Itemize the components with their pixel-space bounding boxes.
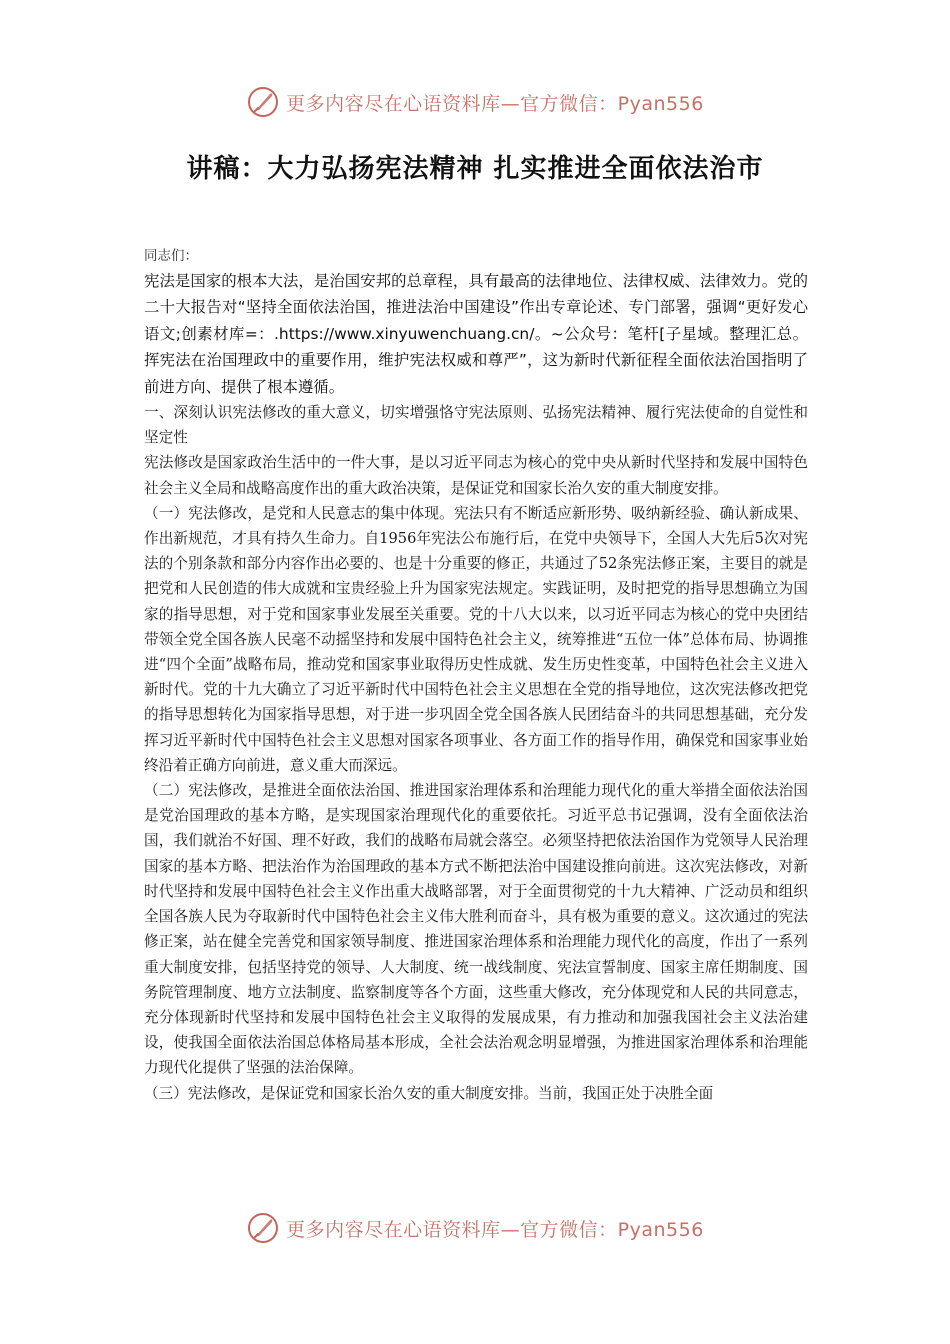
body-paragraph: （二）宪法修改，是推进全面依法治国、推进国家治理体系和治理能力现代化的重大举措全面依法治国是党治国理政的基本方略，是实现国家治理现代化的重要依托。习近平总书记强调，没有全面依法治国，我们就治不好国、理不好政，我们的战略布局就会落空。必须坚持把依法治国作为党领导人民治理国家的基本方略、把法治作为治国理政的基本方式不断把法治中国建设推向前进。这次宪法修改，对新时代坚持和发展中国特色社会主义作出重大战略部署，对于全面贯彻党的十九大精神、广泛动员和组织全国各族人民为夺取新时代中国特色社会主义伟大胜利而奋斗，具有极为重要的意义。这次通过的宪法修正案，站在健全完善党和国家领导制度、推进国家治理体系和治理能力现代化的高度，作出了一系列重大制度安排，包括坚持党的领导、人大制度、统一战线制度、宪法宣誓制度、国家主席任期制度、国务院管理制度、地方立法制度、监察制度等各个方面，这些重大修改，充分体现党和人民的共同意志，充分体现新时代坚持和发展中国特色社会主义取得的发展成果，有力推动和加强我国社会主义法治建设，使我国全面依法治国总体格局基本形成，全社会法治观念明显增强，为推进国家治理体系和治理能力现代化提供了坚强的法治保障。: [144, 782, 808, 1077]
salutation: 同志们：: [144, 248, 198, 264]
section-heading-1: 一、深刻认识宪法修改的重大意义，切实增强恪守宪法原则、弘扬宪法精神、履行宪法使命的自觉性和坚定性: [144, 404, 808, 447]
watermark-text: 更多内容尽在心语资料库—官方微信：Pyan556: [286, 1218, 704, 1241]
quill-logo-icon: [246, 85, 280, 119]
quill-logo-icon: [246, 1211, 280, 1245]
document-body: [144, 246, 808, 1106]
header-watermark-banner: [0, 82, 950, 122]
intro-paragraph: 宪法是国家的根本大法，是治国安邦的总章程，具有最高的法律地位、法律权威、法律效力。党的二十大报告对“坚持全面依法治国，推进法治中国建设”作出专章论述、专门部署，强调“更好发心语文;创素材库=：.https://www.xinyuwenchuang.cn/。~公众号：笔杆[子星域。整理汇总。挥宪法在治国理政中的重要作用，维护宪法权威和尊严”，这为新时代新征程全面依法治国指明了前进方向、提供了根本遵循。: [144, 272, 808, 396]
body-paragraph: 宪法修改是国家政治生活中的一件大事，是以习近平同志为核心的党中央从新时代坚持和发展中国特色社会主义全局和战略高度作出的重大政治决策，是保证党和国家长治久安的重大制度安排。: [144, 454, 808, 497]
body-paragraph: （三）宪法修改，是保证党和国家长治久安的重大制度安排。当前，我国正处于决胜全面: [144, 1084, 714, 1102]
watermark-text: 更多内容尽在心语资料库—官方微信：Pyan556: [286, 92, 704, 115]
footer-watermark-banner: [0, 1208, 950, 1248]
document-title: 讲稿：大力弘扬宪法精神 扎实推进全面依法治市: [186, 154, 764, 184]
body-paragraph: （一）宪法修改，是党和人民意志的集中体现。宪法只有不断适应新形势、吸纳新经验、确认新成果、作出新规范，才具有持久生命力。自1956年宪法公布施行后，在党中央领导下，全国人大先后5次对宪法的个别条款和部分内容作出必要的、也是十分重要的修正，共通过了52条宪法修正案，主要目的就是把党和人民创造的伟大成就和宝贵经验上升为国家宪法规定。实践证明，及时把党的指导思想确立为国家的指导思想，对于党和国家事业发展至关重要。党的十八大以来，以习近平同志为核心的党中央团结带领全党全国各族人民毫不动摇坚持和发展中国特色社会主义，统筹推进“五位一体”总体布局、协调推进“四个全面”战略布局，推动党和国家事业取得历史性成就、发生历史性变革，中国特色社会主义进入新时代。党的十九大确立了习近平新时代中国特色社会主义思想在全党的指导地位，这次宪法修改把党的指导思想转化为国家指导思想，对于进一步巩固全党全国各族人民团结奋斗的共同思想基础，充分发挥习近平新时代中国特色社会主义思想对国家各项事业、各方面工作的指导作用，确保党和国家事业始终沿着正确方向前进，意义重大而深远。: [144, 504, 808, 774]
